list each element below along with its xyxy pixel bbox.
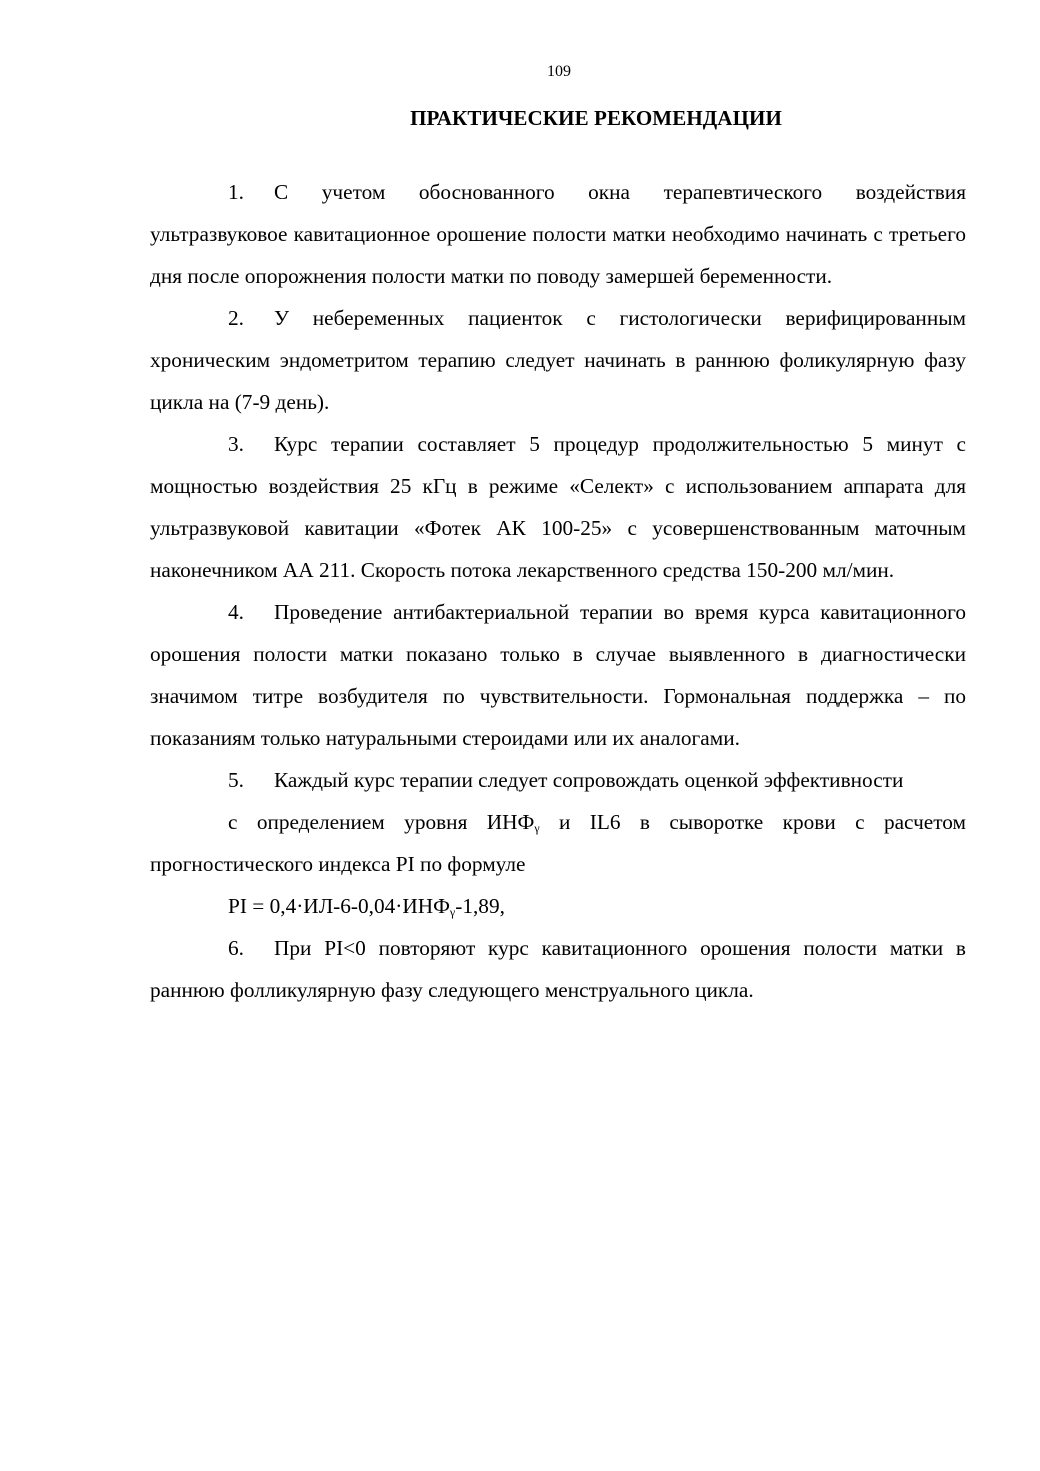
recommendation-item-3 — [150, 423, 966, 591]
item-number: 1. — [228, 180, 244, 204]
recommendation-item-6 — [150, 927, 966, 1011]
item-number: 2. — [228, 306, 244, 330]
recommendation-item-2 — [150, 297, 966, 423]
gamma-subscript: γ — [449, 905, 456, 919]
item-text: Проведение антибактериальной терапии во время курса кавитационного орошения полости матки показано только в случае выявленного в диагностически значимом титре возбудителя по чувствительности. Гормональная поддержка – по показаниям только натуральными стероидами или их аналогами. — [150, 600, 966, 750]
item-text: Каждый курс терапии следует сопровождать оценкой эффективности — [274, 768, 904, 792]
recommendation-item-5-continuation — [150, 801, 966, 885]
gamma-subscript: γ — [534, 821, 540, 835]
item-text: При PI<0 повторяют курс кавитационного орошения полости матки в раннюю фолликулярную фазу следующего менструального цикла. — [150, 936, 966, 1002]
item-number: 6. — [228, 936, 244, 960]
formula-text-start: PI = 0,4·ИЛ-6-0,04·ИНФ — [228, 894, 450, 918]
item-text: Курс терапии составляет 5 процедур продолжительностью 5 минут с мощностью воздействия 25 кГц в режиме «Селект» с использованием аппарата для ультразвуковой кавитации «Фотек АК 100-25» с усовершенствованным маточным наконечником АА 211. Скорость потока лекарственного средства 150-200 мл/мин. — [150, 432, 966, 582]
recommendation-item-1 — [150, 171, 966, 297]
item-number: 5. — [228, 768, 244, 792]
continuation-text-end: и IL6 в сыворотке крови с расчетом прогностического индекса PI по формуле — [150, 810, 966, 876]
recommendations-body — [150, 171, 966, 1011]
item-number: 4. — [228, 600, 244, 624]
formula-text-end: -1,89, — [455, 894, 505, 918]
page-number: 109 — [547, 63, 571, 80]
continuation-text-start: с определением уровня ИНФ — [228, 810, 535, 834]
item-number: 3. — [228, 432, 244, 456]
recommendation-item-5 — [150, 759, 966, 801]
item-text: У небеременных пациенток с гистологически верифицированным хроническим эндометритом терапию следует начинать в раннюю фоликулярную фазу цикла на (7-9 день). — [150, 306, 966, 414]
item-text: С учетом обоснованного окна терапевтического воздействия ультразвуковое кавитационное орошение полости матки необходимо начинать с третьего дня после опорожнения полости матки по поводу замершей беременности. — [150, 180, 966, 288]
section-title: ПРАКТИЧЕСКИЕ РЕКОМЕНДАЦИИ — [410, 106, 782, 130]
recommendation-item-4 — [150, 591, 966, 759]
pi-formula — [150, 885, 966, 927]
